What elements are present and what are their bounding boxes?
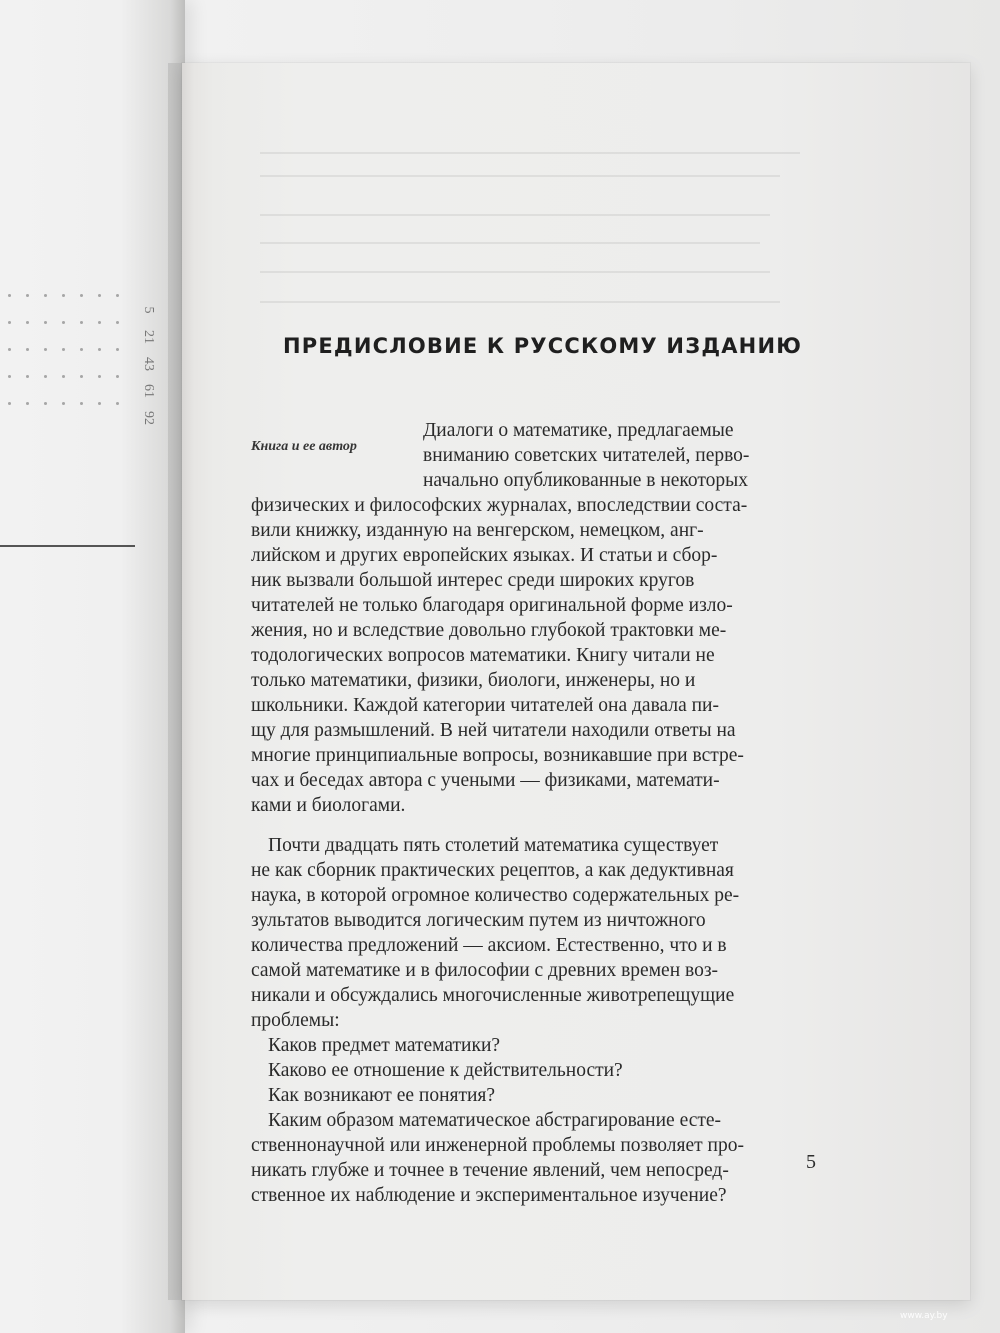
question-line: Как возникают ее понятия? [268, 1085, 496, 1106]
leader-dot [26, 294, 29, 297]
leader-dot [26, 348, 29, 351]
leader-dot [62, 294, 65, 297]
paragraph-line: школьники. Каждой категории читателей она давала пи- [251, 695, 719, 716]
paragraph-line: никали и обсуждались многочисленные животрепещущие [251, 985, 735, 1006]
leader-dot [116, 348, 119, 351]
paragraph-line: читателей не только благодаря оригинальной форме изло- [251, 595, 733, 616]
leader-dot [62, 348, 65, 351]
question-line: ственное их наблюдение и экспериментальное изучение? [251, 1185, 727, 1206]
toc-number-4: 61 [141, 384, 156, 398]
leader-dot [26, 402, 29, 405]
leader-dot [98, 348, 101, 351]
leader-dot [62, 321, 65, 324]
leader-dot [80, 375, 83, 378]
page-title: ПРЕДИСЛОВИЕ К РУССКОМУ ИЗДАНИЮ [283, 334, 803, 358]
leader-dot [44, 402, 47, 405]
paragraph-line: вниманию советских читателей, перво- [423, 445, 750, 466]
toc-number-2: 21 [141, 330, 156, 344]
leader-dot [8, 402, 11, 405]
leader-dot [98, 321, 101, 324]
leader-dot [62, 375, 65, 378]
leader-dot [116, 375, 119, 378]
paragraph-line: ник вызвали большой интерес среди широких кругов [251, 570, 695, 591]
leader-dot [98, 375, 101, 378]
leader-dot [44, 348, 47, 351]
marginal-heading: Книга и ее автор [251, 439, 357, 454]
paragraph-line: только математики, физики, биологи, инженеры, но и [251, 670, 696, 691]
paragraph-line: многие принципиальные вопросы, возникавшие при встре- [251, 745, 744, 766]
paragraph-line: чах и беседах автора с учеными — физиками, математи- [251, 770, 720, 791]
paragraph-line: вили книжку, изданную на венгерском, немецком, анг- [251, 520, 704, 541]
leader-dot [44, 375, 47, 378]
reverse-side-bleed [260, 152, 800, 154]
paragraph-line: ками и биологами. [251, 795, 406, 816]
paragraph-line: начально опубликованные в некоторых [423, 470, 749, 491]
leader-dot [116, 402, 119, 405]
paragraph-line: тодологических вопросов математики. Книгу читали не [251, 645, 715, 666]
toc-number-5: 92 [141, 411, 156, 425]
paragraph-line: зультатов выводится логическим путем из ничтожного [251, 910, 706, 931]
paragraph-line: наука, в которой огромное количество содержательных ре- [251, 885, 740, 906]
reverse-side-bleed [260, 301, 780, 303]
left-page [0, 0, 185, 1333]
question-line: Каков предмет математики? [268, 1035, 501, 1056]
leader-dot [26, 321, 29, 324]
paragraph-line: не как сборник практических рецептов, а как дедуктивная [251, 860, 734, 881]
leader-dot [80, 294, 83, 297]
reverse-side-bleed [260, 175, 780, 177]
leader-dot [98, 294, 101, 297]
leader-dot [80, 348, 83, 351]
paragraph-line: самой математике и в философии с древних времен воз- [251, 960, 719, 981]
paragraph-line: проблемы: [251, 1010, 340, 1031]
paragraph-line: жения, но и вследствие довольно глубокой трактовки ме- [251, 620, 727, 641]
question-line: ственнонаучной или инженерной проблемы позволяет про- [251, 1135, 744, 1156]
question-line: никать глубже и точнее в течение явлений, чем непосред- [251, 1160, 729, 1181]
reverse-side-bleed [260, 214, 770, 216]
leader-dot [8, 348, 11, 351]
toc-number-1: 5 [141, 306, 156, 314]
page-number: 5 [806, 1151, 816, 1173]
leader-dot [26, 375, 29, 378]
question-line: Каким образом математическое абстрагирование есте- [268, 1110, 722, 1131]
leader-dot [80, 321, 83, 324]
leader-dot [116, 294, 119, 297]
dotted-leaders [0, 286, 125, 416]
paragraph-line: щу для размышлений. В ней читатели находили ответы на [251, 720, 736, 741]
paragraph-line: Диалоги о математике, предлагаемые [423, 420, 734, 441]
paragraph-line: лийском и других европейских языках. И статьи и сбор- [251, 545, 718, 566]
site-watermark: www.ay.by [900, 1311, 948, 1321]
paragraph-line: количества предложений — аксиом. Естественно, что и в [251, 935, 727, 956]
leader-dot [8, 375, 11, 378]
leader-dot [44, 294, 47, 297]
leader-dot [116, 321, 119, 324]
leader-dot [62, 402, 65, 405]
reverse-side-bleed [260, 271, 770, 273]
paragraph-line: физических и философских журналах, впоследствии соста- [251, 495, 748, 516]
divider-line [0, 545, 135, 547]
leader-dot [98, 402, 101, 405]
question-line: Каково ее отношение к действительности? [268, 1060, 623, 1081]
leader-dot [8, 321, 11, 324]
reverse-side-bleed [260, 242, 760, 244]
leader-dot [8, 294, 11, 297]
leader-dot [80, 402, 83, 405]
toc-number-3: 43 [141, 357, 156, 371]
leader-dot [44, 321, 47, 324]
paragraph-line: Почти двадцать пять столетий математика существует [268, 835, 719, 856]
